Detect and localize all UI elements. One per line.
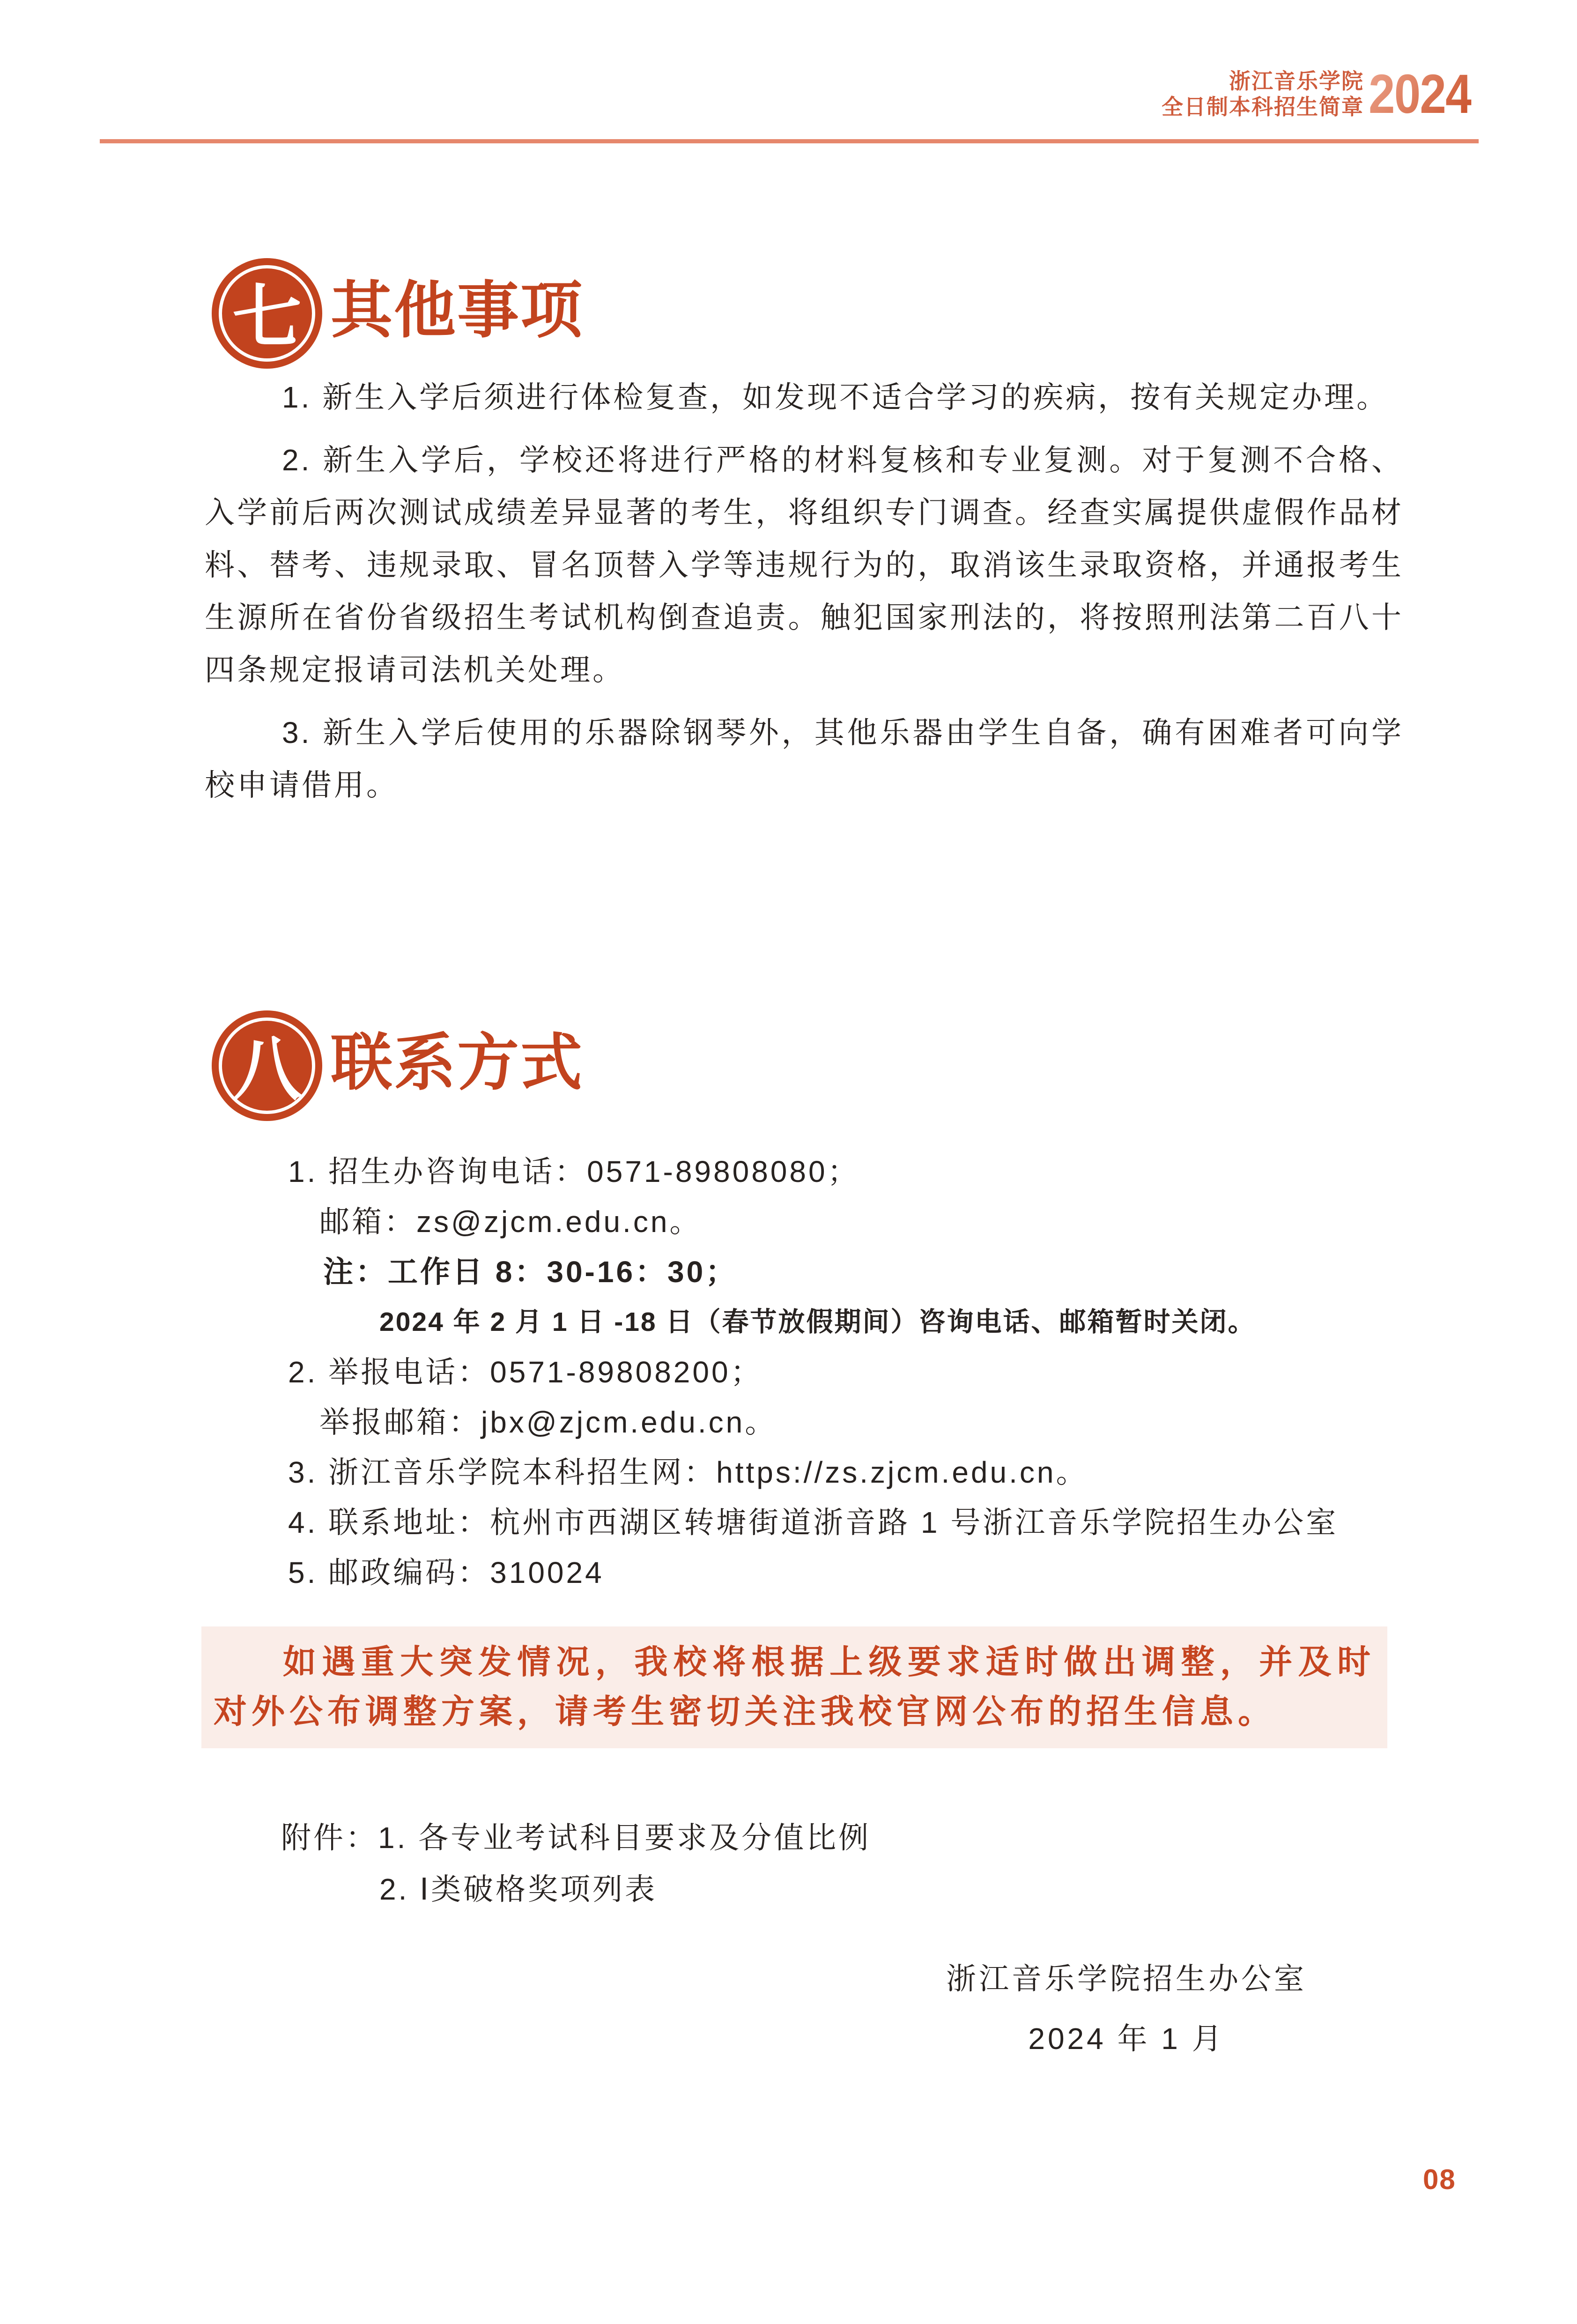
contact-address-line: 4. 联系地址：杭州市西湖区转塘街道浙音路 1 号浙江音乐学院招生办公室 [288,1506,1339,1539]
signature-block [892,1949,1361,2069]
emergency-notice-box [201,1626,1387,1748]
badge-eight-label: 八 [232,1032,302,1109]
report-phone-line: 2. 举报电话：0571-89808200； [288,1355,763,1389]
year-badge: 2024 [1369,63,1471,125]
holiday-closure-line: 2024 年 2 月 1 日 -18 日（春节放假期间）咨询电话、邮箱暂时关闭。 [379,1307,1256,1337]
paragraph-health-check: 1. 新生入学后须进行体检复查，如发现不适合学习的疾病，按有关规定办理。 [282,380,1389,414]
contact-list [205,1147,1404,1598]
paragraph-material-review: 2. 新生入学后，学校还将进行严格的材料复核和专业复测。对于复测不合格、入学前后两次测试成绩差异显著的考生，将组织专门调查。经查实属提供虚假作品材料、替考、违规录取、冒名顶替入学等违规行为的，取消该生录取资格，并通报考生生源所在省份省级招生考试机构倒查追责。触犯国家刑法的，将按照刑法第二百八十四条规定报请司法机关处理。 [205,443,1404,687]
report-email-line: 举报邮箱：jbx@zjcm.edu.cn。 [319,1405,777,1439]
postal-code-line: 5. 邮政编码：310024 [288,1556,604,1589]
section-other-body [205,371,1404,822]
signature-date: 2024 年 1 月 [1028,2022,1225,2056]
school-name: 浙江音乐学院 [1229,69,1364,93]
page-number: 08 [1423,2164,1456,2195]
badge-seven-label: 七 [232,280,302,356]
page-header [1162,68,1364,120]
emergency-notice-text: 如遇重大突发情况，我校将根据上级要求适时做出调整，并及时对外公布调整方案，请考生密切关注我校官网公布的招生信息。 [214,1644,1375,1730]
section-other-heading [212,258,584,369]
brochure-title: 全日制本科招生简章 [1162,95,1364,119]
contact-phone-line: 1. 招生办咨询电话：0571-89808080； [288,1155,860,1188]
attachments-block [205,1812,1404,1915]
section-seven-badge [212,258,322,369]
header-rule [100,139,1479,143]
section-eight-badge [212,1010,322,1121]
contact-email-line: 邮箱：zs@zjcm.edu.cn。 [319,1205,702,1239]
signature-office: 浙江音乐学院招生办公室 [946,1962,1307,1996]
contact-hours-note-line: 注：工作日 8：30-16：30； [323,1255,738,1289]
section-other-title: 其他事项 [331,276,584,345]
section-contact-title: 联系方式 [331,1029,584,1098]
section-contact-heading [212,1010,584,1121]
admissions-website-line: 3. 浙江音乐学院本科招生网：https://zs.zjcm.edu.cn。 [288,1455,1088,1489]
attachments-line-2: 2. Ⅰ类破格奖项列表 [379,1872,658,1906]
attachments-line-1: 附件：1. 各专业考试科目要求及分值比例 [281,1821,871,1855]
paragraph-instruments: 3. 新生入学后使用的乐器除钢琴外，其他乐器由学生自备，确有困难者可向学校申请借用。 [205,716,1404,802]
